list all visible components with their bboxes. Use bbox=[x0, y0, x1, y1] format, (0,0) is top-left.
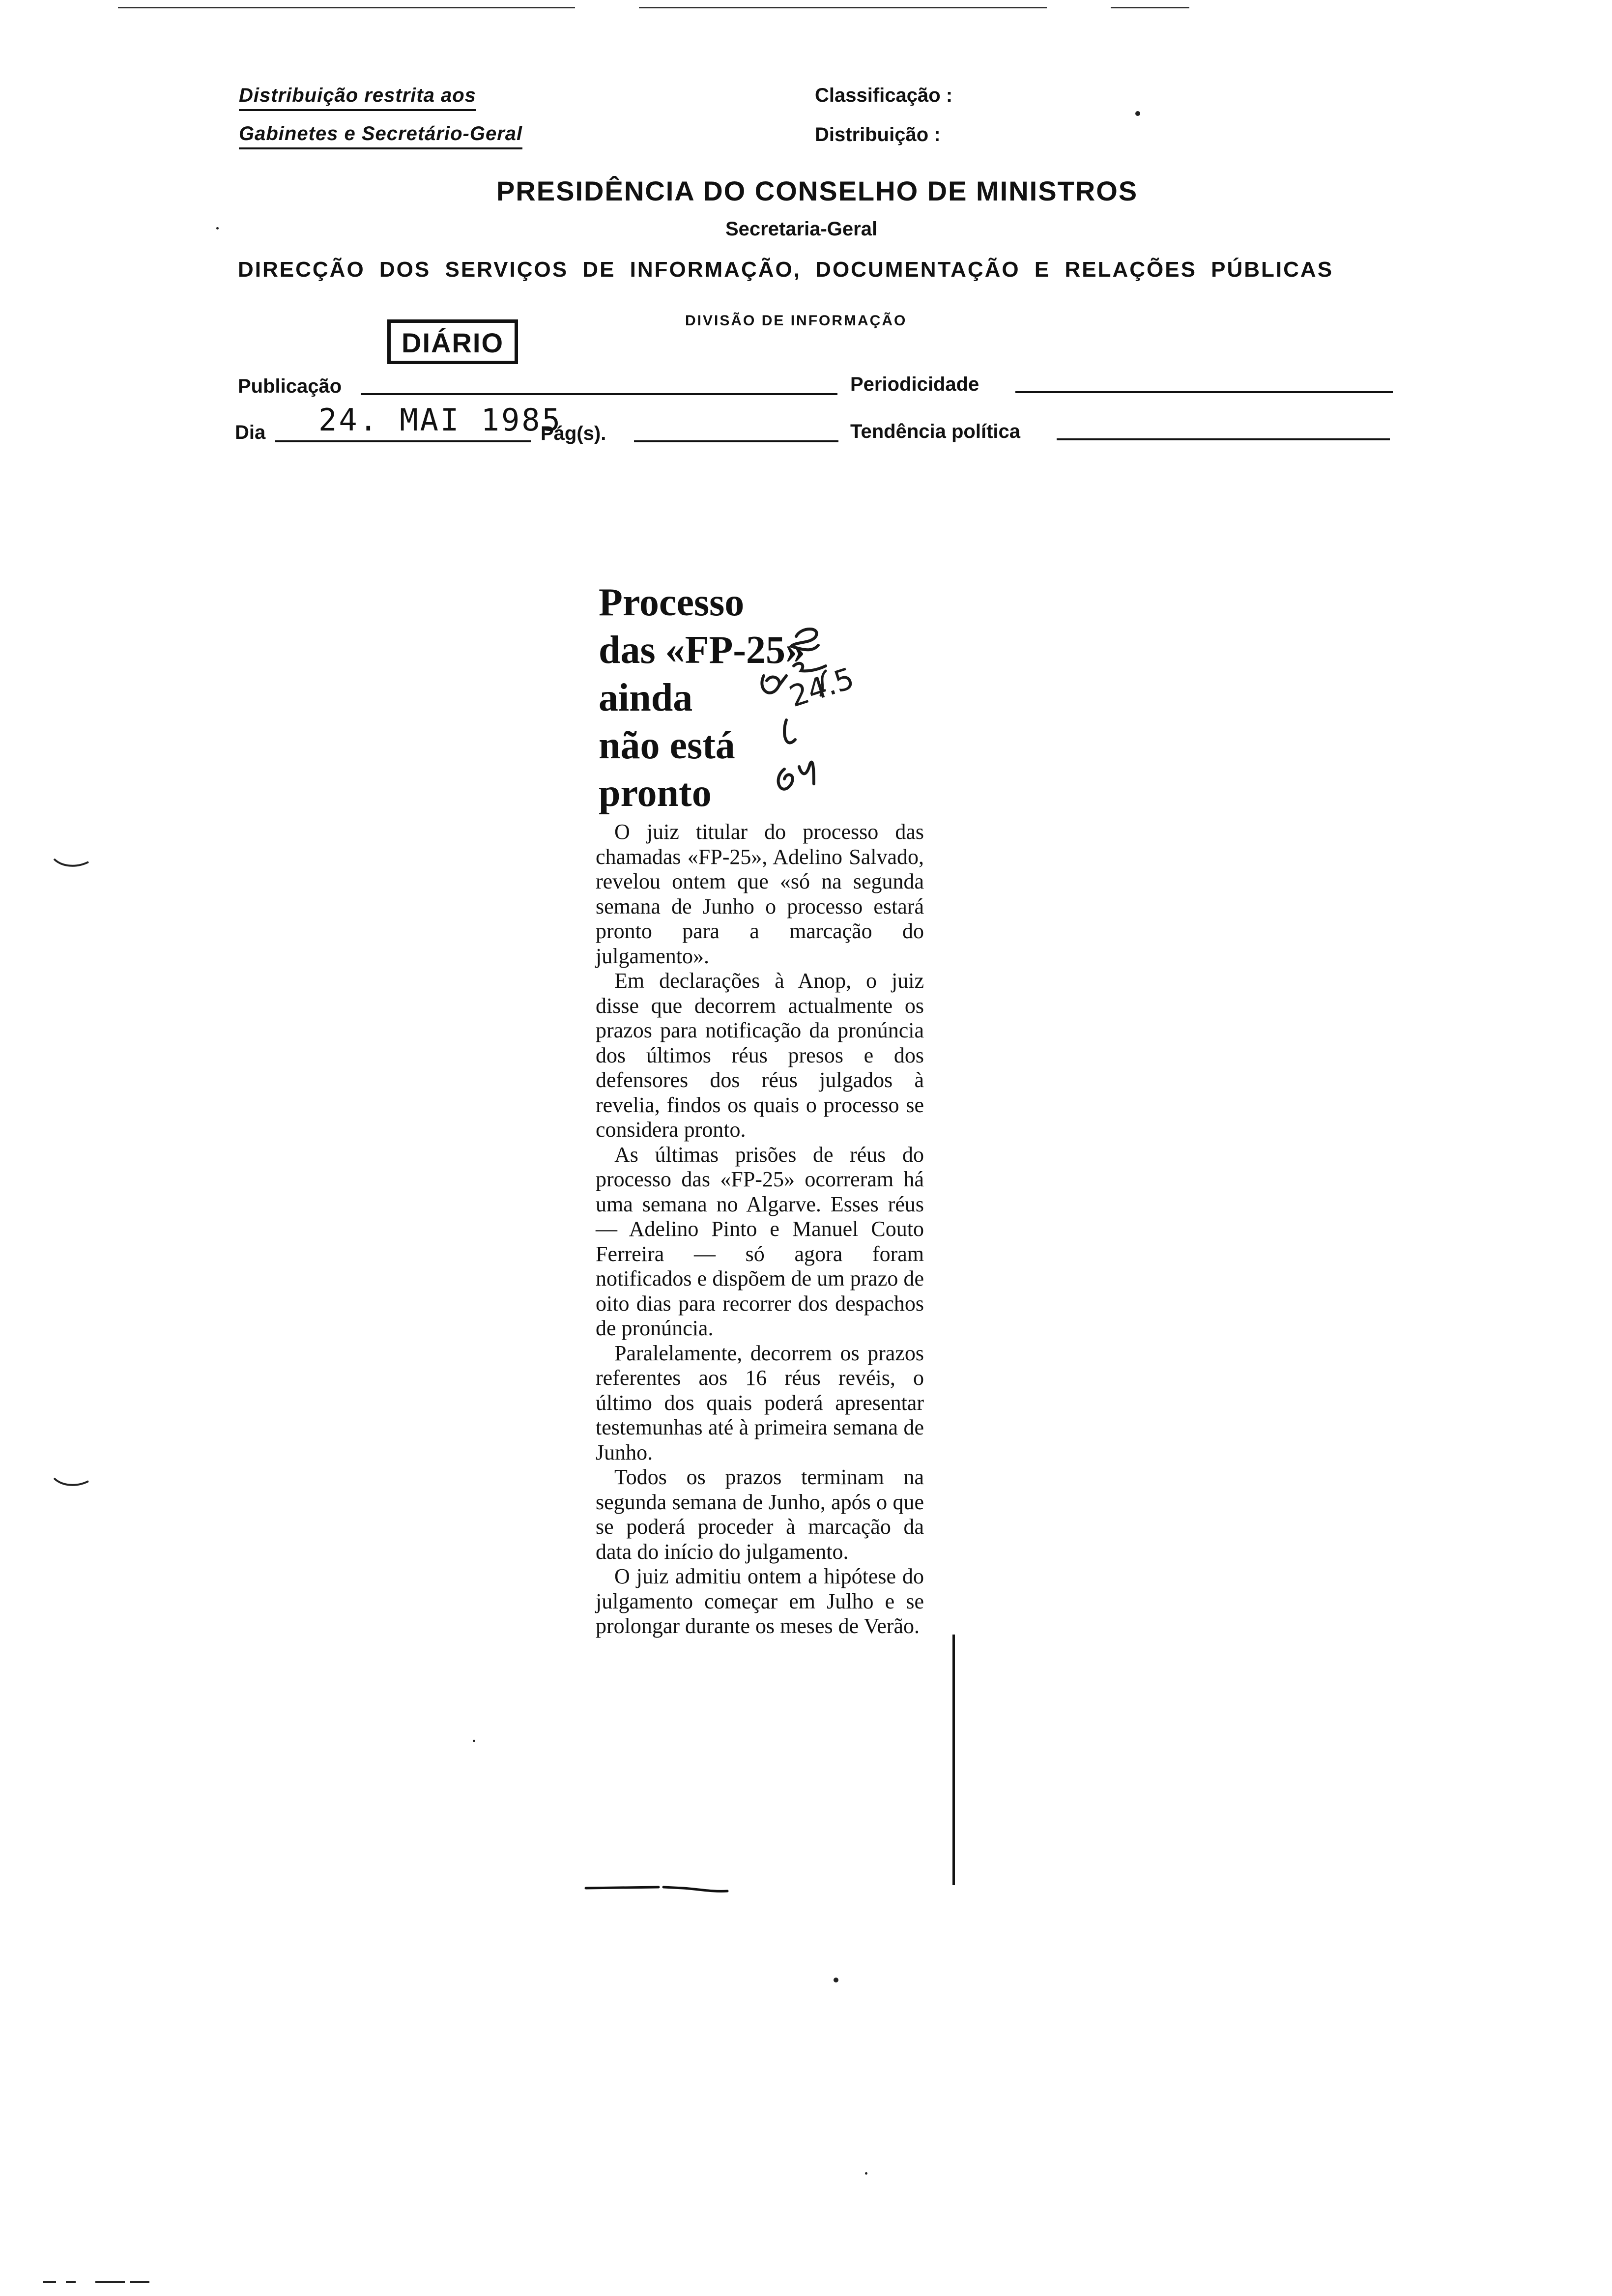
article-body bbox=[596, 820, 924, 1639]
article-paragraph: Paralelamente, decorrem os prazos referentes aos 16 réus revéis, o último dos quais poderá apresentar testemunhas até à primeira semana de Junho. bbox=[596, 1341, 924, 1464]
article-paragraph: Em declarações à Anop, o juiz disse que decorrem actualmente os prazos para notificação da pronúncia dos últimos réus presos e dos defensores dos réus julgados à revelia, findos os quais o processo se considera pronto. bbox=[596, 969, 924, 1142]
headline-line: ainda bbox=[599, 676, 693, 719]
pags-label: Pág(s). bbox=[541, 423, 606, 444]
tendencia-line bbox=[1057, 438, 1390, 440]
dia-label: Dia bbox=[235, 422, 266, 443]
headline-line: Processo bbox=[599, 581, 745, 624]
handwritten-date: 24.5 bbox=[785, 661, 859, 715]
ink-speck bbox=[834, 1978, 838, 1982]
article-paragraph: Todos os prazos terminam na segunda semana de Junho, após o que se poderá proceder à marcação da data do início do julgamento. bbox=[596, 1465, 924, 1564]
scan-edge-line bbox=[118, 7, 575, 8]
headline-line: não está bbox=[599, 724, 735, 767]
dia-line bbox=[275, 440, 531, 442]
article-paragraph: O juiz admitiu ontem a hipótese do julgamento começar em Julho e se prolongar durante os meses de Verão. bbox=[596, 1564, 924, 1638]
pags-line bbox=[634, 440, 838, 442]
periodicidade-label: Periodicidade bbox=[850, 373, 979, 395]
ink-speck bbox=[473, 1740, 475, 1742]
directorate-line: DIRECÇÃO DOS SERVIÇOS DE INFORMAÇÃO, DOCUMENTAÇÃO E RELAÇÕES PÚBLICAS bbox=[238, 258, 1334, 282]
classificacao-label: Classificação : bbox=[815, 85, 953, 106]
footer-scan-mark bbox=[41, 2277, 169, 2287]
restricted-distribution-line2: Gabinetes e Secretário-Geral bbox=[239, 123, 522, 145]
periodicidade-line bbox=[1015, 391, 1393, 393]
punch-mark bbox=[52, 856, 91, 871]
headline-line: pronto bbox=[599, 772, 712, 815]
punch-mark bbox=[52, 1475, 91, 1490]
publicacao-line bbox=[361, 393, 837, 395]
institution-subtitle: Secretaria-Geral bbox=[725, 218, 878, 240]
clipping-cut-line bbox=[585, 1882, 752, 1897]
ink-speck bbox=[216, 227, 219, 230]
institution-title: PRESIDÊNCIA DO CONSELHO DE MINISTROS bbox=[496, 175, 1138, 206]
scan-edge-line bbox=[639, 7, 1047, 8]
handwritten-annotation bbox=[752, 617, 859, 799]
division-label: DIVISÃO DE INFORMAÇÃO bbox=[685, 313, 907, 329]
ink-speck bbox=[1135, 111, 1140, 116]
dia-value: 24. MAI 1985 bbox=[318, 402, 562, 438]
restricted-distribution-line1: Distribuição restrita aos bbox=[239, 85, 476, 107]
diario-stamp: DIÁRIO bbox=[387, 319, 518, 364]
headline-line: das «FP-25» bbox=[599, 629, 805, 672]
article-paragraph: As últimas prisões de réus do processo das «FP-25» ocorreram há uma semana no Algarve. Esses réus — Adelino Pinto e Manuel Couto Ferreira — só agora foram notificados e dispõem de um prazo de oito dias para recorrer dos despachos de pronúncia. bbox=[596, 1142, 924, 1340]
distribuicao-label: Distribuição : bbox=[815, 124, 941, 145]
scan-edge-line bbox=[1111, 7, 1189, 8]
column-rule bbox=[952, 1635, 955, 1885]
publicacao-label: Publicação bbox=[238, 375, 342, 397]
ink-speck bbox=[865, 2172, 867, 2175]
tendencia-label: Tendência política bbox=[850, 421, 1020, 442]
article-paragraph: O juiz titular do processo das chamadas «FP-25», Adelino Salvado, revelou ontem que «só na segunda semana de Junho o processo estará pronto para a marcação do julgamento». bbox=[596, 820, 924, 968]
